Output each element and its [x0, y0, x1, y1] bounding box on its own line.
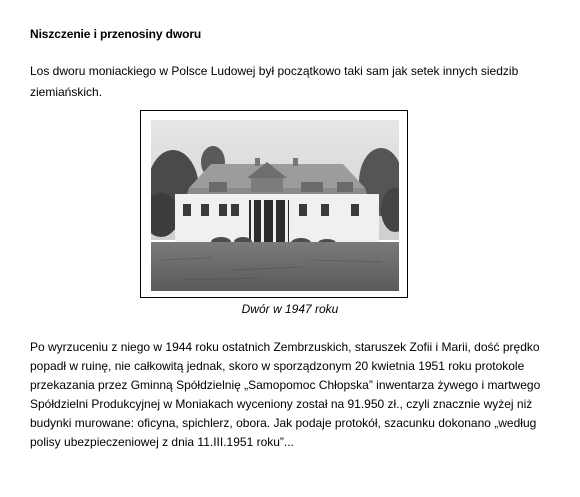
- manor-photo-image: [151, 120, 399, 291]
- intro-paragraph: Los dworu moniackiego w Polsce Ludowej był początkowo taki sam jak setek innych siedzib ziemiańskich.: [30, 64, 519, 99]
- photo-caption: Dwór w 1947 roku: [241, 302, 339, 316]
- article-heading: Niszczenie i przenosiny dworu: [30, 27, 202, 41]
- body-paragraph: Po wyrzuceniu z niego w 1944 roku ostatnich Zembrzuskich, staruszek Zofii i Marii, dość prędko popadł w ruinę, nie całkowitą jednak, skoro w sporządzonym 20 kwietnia 1951 roku protokole przekazania przez Gminną Spółdzielnię „Samopomoc Chłopska” inwentarza żywego i martwego Spółdzielni Produkcyjnej w Moniakach wyceniony został na 91.950 zł., czyli znacznie wyżej niż budynki murowane: oficyna, spichlerz, obora. Jak podaje protokół, szacunku dokonano „według polisy ubezpieczeniowej z dnia 11.III.1951 roku”...: [30, 340, 541, 449]
- manor-photo: [151, 120, 399, 291]
- photo-frame: [140, 110, 408, 298]
